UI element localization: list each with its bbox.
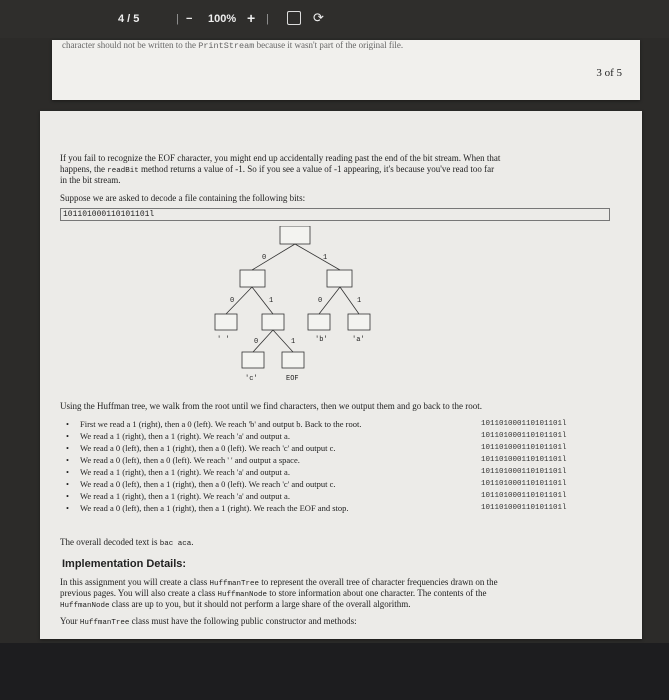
rotate-icon[interactable]: ⟳ [313,10,324,25]
edge-label: 1 [323,254,328,262]
step-bits: 101101000110101101l [481,432,567,440]
step-bits: 101101000110101101l [481,468,567,476]
step-bits-column [481,418,567,514]
step-bits: 101101000110101101l [481,492,567,500]
list-item: • We read a 1 (right), then a 1 (right). We reach 'a' and output a. [80,466,361,478]
edge-label: 0 [262,254,267,262]
leaf-label: 'c' [245,375,258,383]
suppose-text: Suppose we are asked to decode a file containing the following bits: [60,193,306,203]
impl-line: Your HuffmanTree class must have the following public constructor and methods: [60,616,357,627]
eof-paragraph-line: happens, the readBit method returns a value of -1. So if you see a value of -1 appearing, it's because you've read too far [60,164,495,175]
impl-line: In this assignment you will create a class HuffmanTree to represent the overall tree of character frequencies drawn on the [60,577,498,588]
impl-line: previous pages. You will also create a class HuffmanNode to store information about one character. The contents of the [60,588,487,599]
edge-label: 0 [254,338,259,346]
edge-label: 1 [269,297,274,305]
edge-label: 0 [318,297,323,305]
edge-label: 1 [291,338,296,346]
overall-text: The overall decoded text is bac aca. [60,537,194,548]
zoom-level: 100% [208,13,237,25]
step-bits: 101101000110101101l [481,504,567,512]
eof-paragraph-line: If you fail to recognize the EOF character, you might end up accidentally reading past the end of the bit stream. When that [60,153,501,163]
leaf-label: EOF [286,375,299,383]
zoom-out-button[interactable]: − [186,13,193,25]
page-number: 3 of 5 [596,67,622,79]
desk-background [0,643,669,700]
using-text: Using the Huffman tree, we walk from the root until we find characters, then we output them and go back to the root. [60,401,482,411]
list-item: • We read a 0 (left), then a 1 (right), then a 0 (left). We reach 'c' and output c. [80,442,361,454]
page-indicator: 4 / 5 [118,13,140,25]
list-item: • We read a 0 (left), then a 1 (right), then a 1 (right). We reach the EOF and stop. [80,502,361,514]
toolbar-separator: | [266,13,269,25]
step-bits: 101101000110101101l [481,480,567,488]
pdf-page-3 [52,40,640,100]
impl-line: HuffmanNode class are up to you, but it should not perform a large share of the overall algorithm. [60,599,411,610]
step-bits: 101101000110101101l [481,456,567,464]
list-item: • We read a 0 (left), then a 1 (right), then a 0 (left). We reach 'c' and output c. [80,478,361,490]
list-item: • We read a 1 (right), then a 1 (right). We reach 'a' and output a. [80,430,361,442]
pdf-toolbar [0,0,669,38]
page3-cut-line: character should not be written to the PrintStream because it wasn't part of the original file. [62,40,404,51]
eof-paragraph-line: in the bit stream. [60,175,121,185]
leaf-label: 'b' [315,336,328,344]
step-bits: 101101000110101101l [481,420,567,428]
toolbar-separator: | [176,13,179,25]
step-bits: 101101000110101101l [481,444,567,452]
decode-steps-list [80,418,361,514]
leaf-label: 'a' [352,336,365,344]
pdf-page-4 [40,111,642,639]
huffman-tree-diagram [190,226,420,391]
list-item: • First we read a 1 (right), then a 0 (left). We reach 'b' and output b. Back to the root. [80,418,361,430]
implementation-heading: Implementation Details: [62,558,187,570]
list-item: • We read a 1 (right), then a 1 (right). We reach 'a' and output a. [80,490,361,502]
fit-page-icon[interactable] [287,11,301,25]
bits-box: 101101000110101101l [60,208,610,221]
edge-label: 0 [230,297,235,305]
zoom-in-button[interactable]: + [247,10,256,26]
leaf-label: ' ' [217,336,230,344]
edge-label: 1 [357,297,362,305]
list-item: • We read a 0 (left), then a 0 (left). We reach ' ' and output a space. [80,454,361,466]
